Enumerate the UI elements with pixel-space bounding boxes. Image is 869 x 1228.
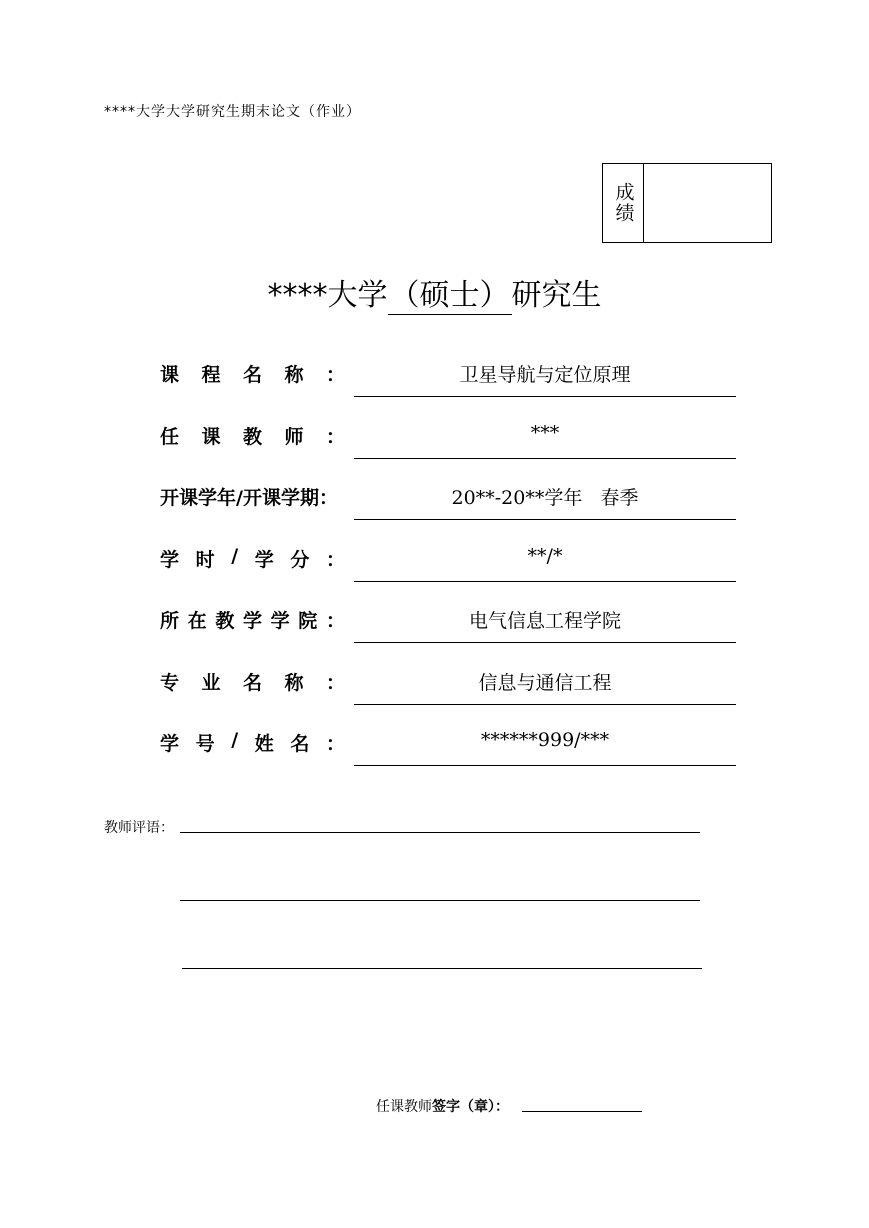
label-char: 学 xyxy=(160,548,180,571)
field-value-college[interactable]: 电气信息工程学院 xyxy=(468,610,621,632)
title-degree: （硕士） xyxy=(389,278,510,313)
field-value-student-id[interactable]: ******999/*** xyxy=(480,729,610,751)
field-value-course-name[interactable]: 卫星导航与定位原理 xyxy=(459,364,631,386)
label-char: 专 xyxy=(160,671,180,694)
label-char: 师 xyxy=(284,425,304,448)
label-char: 教 xyxy=(242,425,262,448)
label-char: 课 xyxy=(160,364,180,386)
field-row-hours-credits xyxy=(160,535,736,597)
label-char: 称 xyxy=(284,364,304,386)
label-char: 名 xyxy=(290,733,310,755)
label-char: ： xyxy=(325,425,345,448)
label-char: ： xyxy=(325,364,345,386)
label-char: / xyxy=(231,729,239,751)
field-label-student-id xyxy=(160,729,345,756)
page-title xyxy=(0,270,869,315)
field-label-course-name xyxy=(160,360,345,387)
underline xyxy=(354,458,736,459)
field-label-college xyxy=(160,606,345,633)
label-char: 姓 xyxy=(254,733,274,755)
score-value-field[interactable] xyxy=(644,164,771,242)
underline xyxy=(354,581,736,582)
comment-line-1[interactable] xyxy=(180,832,700,833)
label-char: 名 xyxy=(242,364,262,386)
score-label: 成绩 xyxy=(603,164,644,242)
label-char: 所 xyxy=(160,610,180,632)
field-row-student-id xyxy=(160,719,736,781)
teacher-comments-label: 教师评语： xyxy=(104,820,174,836)
label-char: ： xyxy=(325,671,345,694)
underline xyxy=(354,704,736,705)
field-row-course-name xyxy=(160,350,736,412)
signature-label-normal: 任课教师 xyxy=(376,1099,432,1115)
label-char: 分 xyxy=(290,548,310,571)
field-row-teacher xyxy=(160,412,736,474)
label-char: 课 xyxy=(201,425,221,448)
title-prefix: ****大学 xyxy=(267,278,388,313)
label-char: 院 xyxy=(298,610,318,632)
label-char: ： xyxy=(325,548,345,571)
underline xyxy=(354,519,736,520)
field-value-semester[interactable]: 20**-20**学年 春季 xyxy=(451,487,639,509)
score-box xyxy=(602,163,772,243)
field-row-major xyxy=(160,658,736,720)
label-char: 程 xyxy=(201,364,221,386)
field-label-major xyxy=(160,668,345,695)
label-char: 在 xyxy=(187,610,207,632)
signature-line[interactable] xyxy=(522,1111,642,1112)
underline xyxy=(354,765,736,766)
field-label-semester: 开课学年/开课学期： xyxy=(160,487,338,509)
label-char: 学 xyxy=(270,610,290,632)
label-char: ： xyxy=(325,733,345,755)
label-char: 学 xyxy=(254,548,274,571)
label-char: 称 xyxy=(284,671,304,694)
field-label-hours-credits xyxy=(160,545,345,572)
field-label-teacher xyxy=(160,422,345,449)
label-char: 名 xyxy=(242,671,262,694)
title-suffix: 研究生 xyxy=(511,278,602,313)
field-value-hours-credits[interactable]: **/* xyxy=(527,544,563,567)
comment-line-3[interactable] xyxy=(182,968,702,969)
label-char: 教 xyxy=(215,610,235,632)
underline xyxy=(354,396,736,397)
label-char: 时 xyxy=(195,548,215,571)
underline xyxy=(354,642,736,643)
teacher-signature-label xyxy=(376,1096,509,1116)
label-char: / xyxy=(231,544,239,567)
label-char: 业 xyxy=(201,671,221,694)
label-char: ： xyxy=(325,610,345,632)
field-value-major[interactable]: 信息与通信工程 xyxy=(478,671,612,694)
field-row-semester xyxy=(160,473,736,535)
document-header: ****大学大学研究生期末论文（作业） xyxy=(104,104,361,120)
signature-label-bold: 签字（章）： xyxy=(432,1099,509,1115)
field-row-college xyxy=(160,596,736,658)
field-value-teacher[interactable]: *** xyxy=(530,421,560,444)
label-char: 号 xyxy=(195,733,215,755)
course-info-fields xyxy=(160,350,736,781)
label-char: 学 xyxy=(242,610,262,632)
label-char: 学 xyxy=(160,733,180,755)
comment-line-2[interactable] xyxy=(180,900,700,901)
label-char: 任 xyxy=(160,425,180,448)
